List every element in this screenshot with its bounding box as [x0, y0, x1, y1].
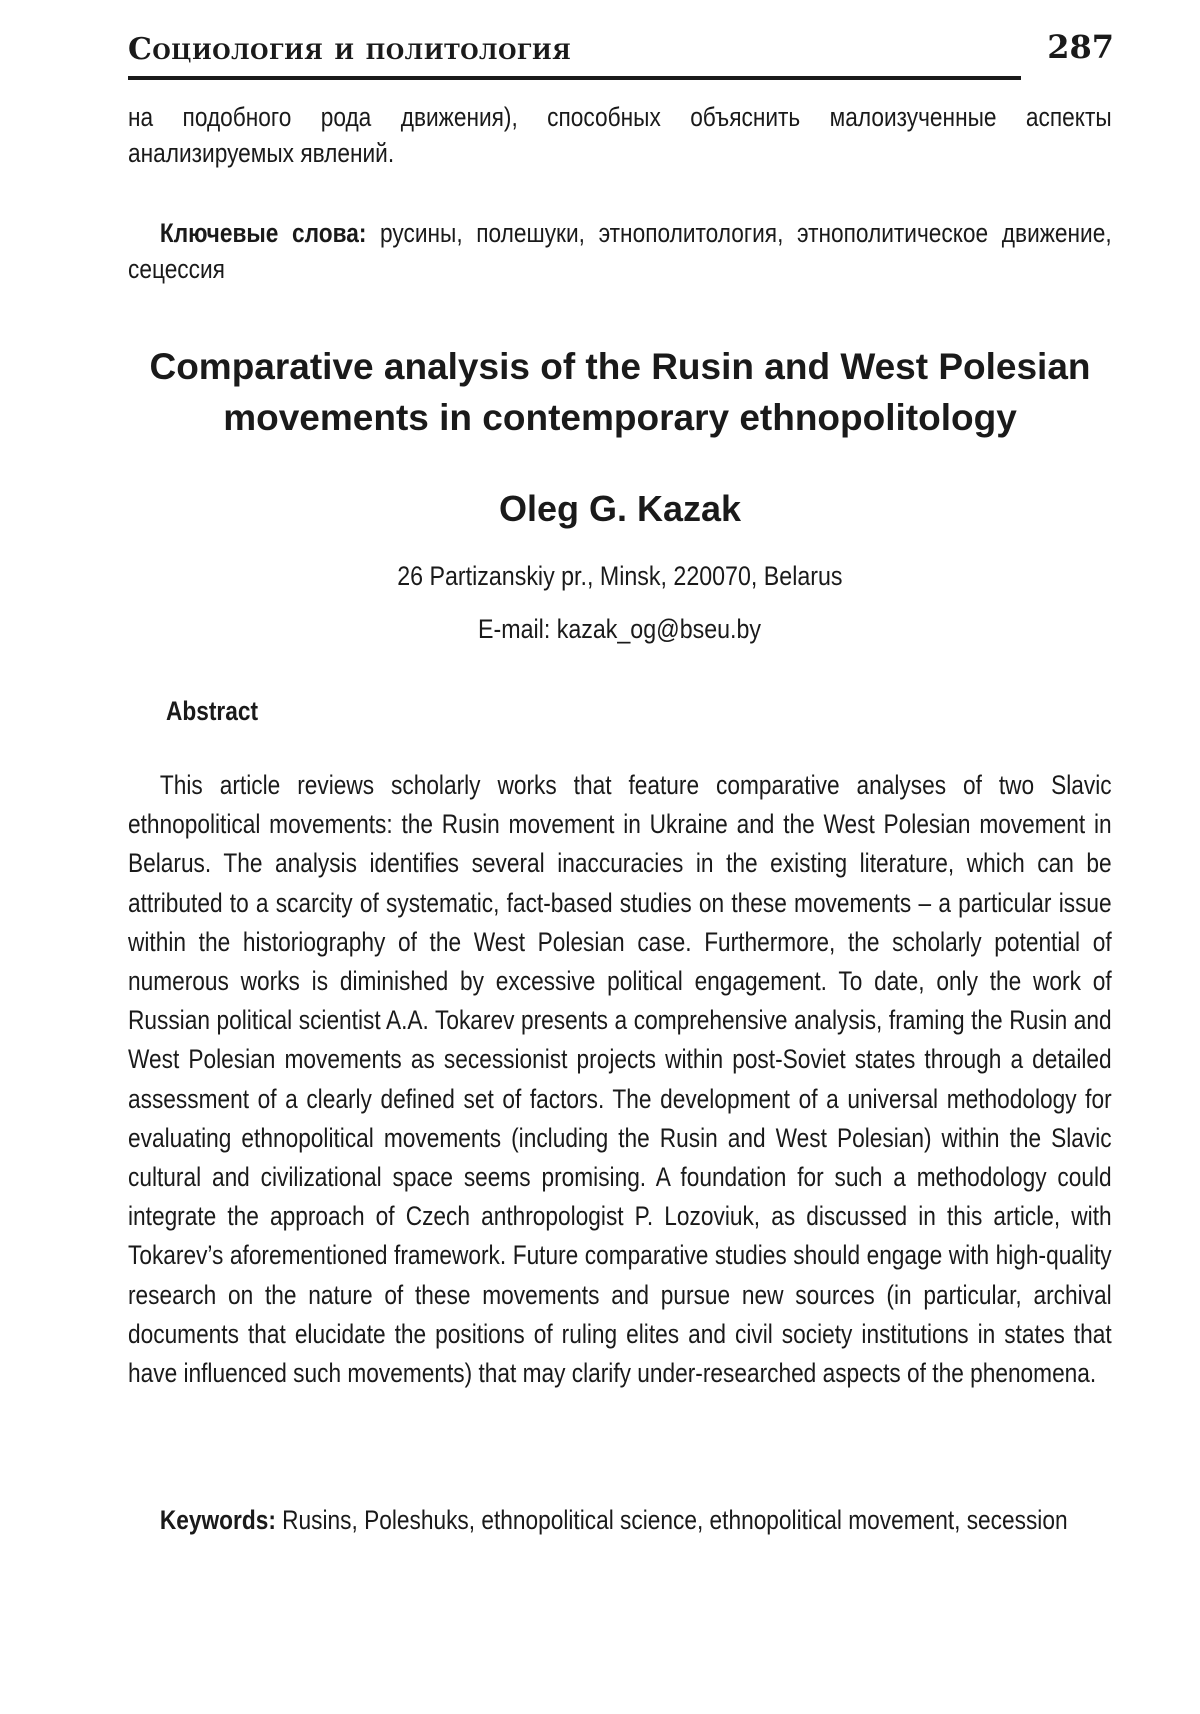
abstract-body: This article reviews scholarly works that feature comparative analyses of two Slavic ethnopolitical movements: the Rusin movement in Ukraine and the West Polesian movement in Belarus. The analysis identifies several inaccuracies in the existing literature, which can be attributed to a scarcity of systematic, fact-based studies on these movements – a particular issue within the historiography of the West Polesian case. Furthermore, the scholarly potential of numerous works is diminished by excessive political engagement. To date, only the work of Russian political scientist A.A. Tokarev presents a comprehensive analysis, framing the Rusin and West Polesian movements as secessionist projects within post-Soviet states through a detailed assessment of a clearly defined set of factors. The development of a universal methodology for evaluating ethnopolitical movements (including the Rusin and West Polesian) within the Slavic cultural and civilizational space seems promising. A foundation for such a methodology could integrate the approach of Czech anthropologist P. Lozoviuk, as discussed in this article, with Tokarev’s aforementioned framework. Future comparative studies should engage with high-quality research on the nature of these movements and pursue new sources (in particular, archival documents that elucidate the positions of ruling elites and civil society institutions in states that have influenced such movements) that may clarify under-researched aspects of the phenomena.	[128, 770, 1112, 1389]
english-keywords-text: Rusins, Poleshuks, ethnopolitical science, ethnopolitical movement, secession	[275, 1505, 1068, 1535]
abstract-heading: Abstract	[166, 696, 259, 726]
author-address	[128, 558, 1112, 594]
russian-keywords	[128, 215, 1112, 287]
russian-keywords-text: русины, полешуки, этнополитология, этнополитическое движение, сецессия	[128, 218, 1112, 284]
russian-keywords-label: Ключевые слова:	[159, 218, 367, 248]
author-email-text: E-mail: kazak_og@bseu.by	[478, 614, 762, 644]
english-keywords-label: Keywords:	[159, 1505, 276, 1535]
page-number: 287	[1047, 28, 1114, 66]
english-keywords	[128, 1501, 1112, 1539]
header-divider	[128, 76, 1021, 80]
author-name: Oleg G. Kazak	[498, 488, 742, 529]
running-header-journal-title: Социология и политология	[128, 32, 572, 67]
article-title-english: Comparative analysis of the Rusin and West Polesian movements in contemporary ethnopolitology	[149, 346, 1091, 438]
author-email	[128, 611, 1112, 647]
author-address-text: 26 Partizanskiy pr., Minsk, 220070, Belarus	[397, 561, 843, 591]
russian-abstract-continuation: на подобного рода движения), способных объяснить малоизученные аспекты анализируемых явлений.	[128, 102, 1112, 168]
